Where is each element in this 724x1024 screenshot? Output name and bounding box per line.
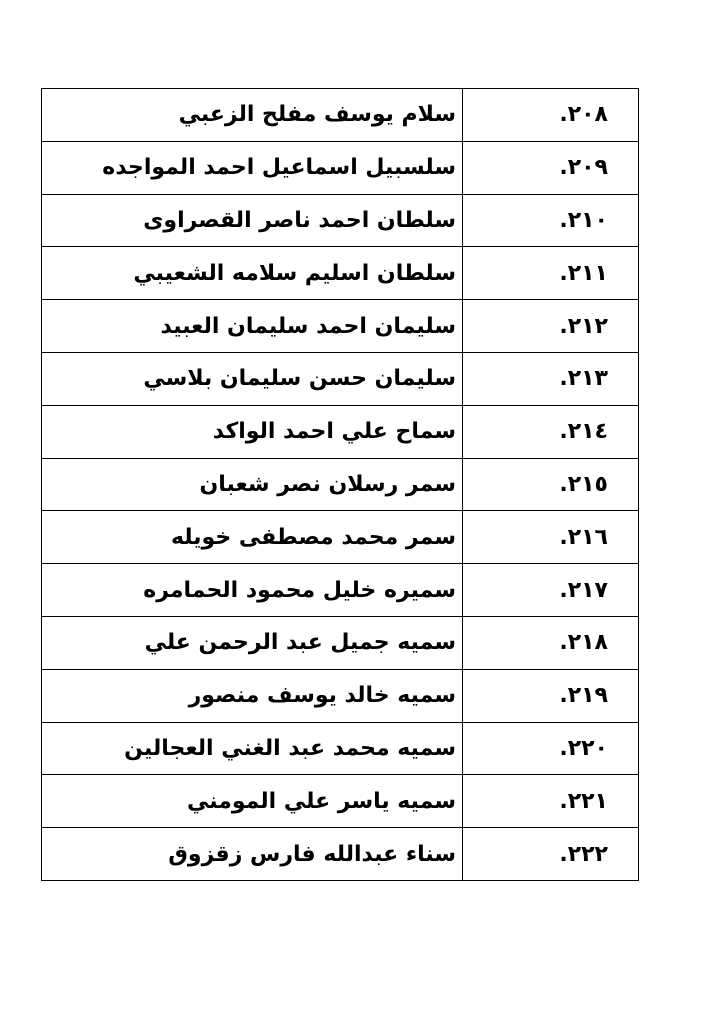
row-name: سليمان حسن سليمان بلاسي [42, 352, 463, 405]
row-number: ٢٠٨. [463, 89, 639, 142]
table-row [42, 141, 639, 194]
table-row [42, 722, 639, 775]
table-row [42, 352, 639, 405]
table-row [42, 458, 639, 511]
row-number: ٢٢٢. [463, 828, 639, 881]
row-name: سليمان احمد سليمان العبيد [42, 300, 463, 353]
table-row [42, 669, 639, 722]
names-table [41, 88, 639, 881]
row-name: سناء عبدالله فارس زقزوق [42, 828, 463, 881]
row-number: ٢٠٩. [463, 141, 639, 194]
row-number: ٢٢٠. [463, 722, 639, 775]
row-number: ٢١٩. [463, 669, 639, 722]
table-row [42, 89, 639, 142]
table-row [42, 247, 639, 300]
table-row [42, 616, 639, 669]
row-name: سلطان اسليم سلامه الشعيبي [42, 247, 463, 300]
row-number: ٢١٢. [463, 300, 639, 353]
row-name: سلام يوسف مفلح الزعبي [42, 89, 463, 142]
table-row [42, 300, 639, 353]
row-number: ٢١٧. [463, 564, 639, 617]
row-number: ٢٢١. [463, 775, 639, 828]
row-number: ٢١٨. [463, 616, 639, 669]
row-name: سماح علي احمد الواكد [42, 405, 463, 458]
row-name: سميه خالد يوسف منصور [42, 669, 463, 722]
row-number: ٢١٣. [463, 352, 639, 405]
table-row [42, 405, 639, 458]
table-row [42, 564, 639, 617]
table-row [42, 828, 639, 881]
table-row [42, 194, 639, 247]
row-name: سميه ياسر علي المومني [42, 775, 463, 828]
table-row [42, 775, 639, 828]
row-number: ٢١٤. [463, 405, 639, 458]
row-name: سميه محمد عبد الغني العجالين [42, 722, 463, 775]
row-number: ٢١٥. [463, 458, 639, 511]
row-name: سلسبيل اسماعيل احمد المواجده [42, 141, 463, 194]
row-number: ٢١٦. [463, 511, 639, 564]
row-name: سلطان احمد ناصر القصراوى [42, 194, 463, 247]
row-number: ٢١٠. [463, 194, 639, 247]
row-name: سمر رسلان نصر شعبان [42, 458, 463, 511]
row-name: سميه جميل عبد الرحمن علي [42, 616, 463, 669]
table-row [42, 511, 639, 564]
row-number: ٢١١. [463, 247, 639, 300]
row-name: سمر محمد مصطفى خويله [42, 511, 463, 564]
names-table-body [42, 89, 639, 881]
row-name: سميره خليل محمود الحمامره [42, 564, 463, 617]
